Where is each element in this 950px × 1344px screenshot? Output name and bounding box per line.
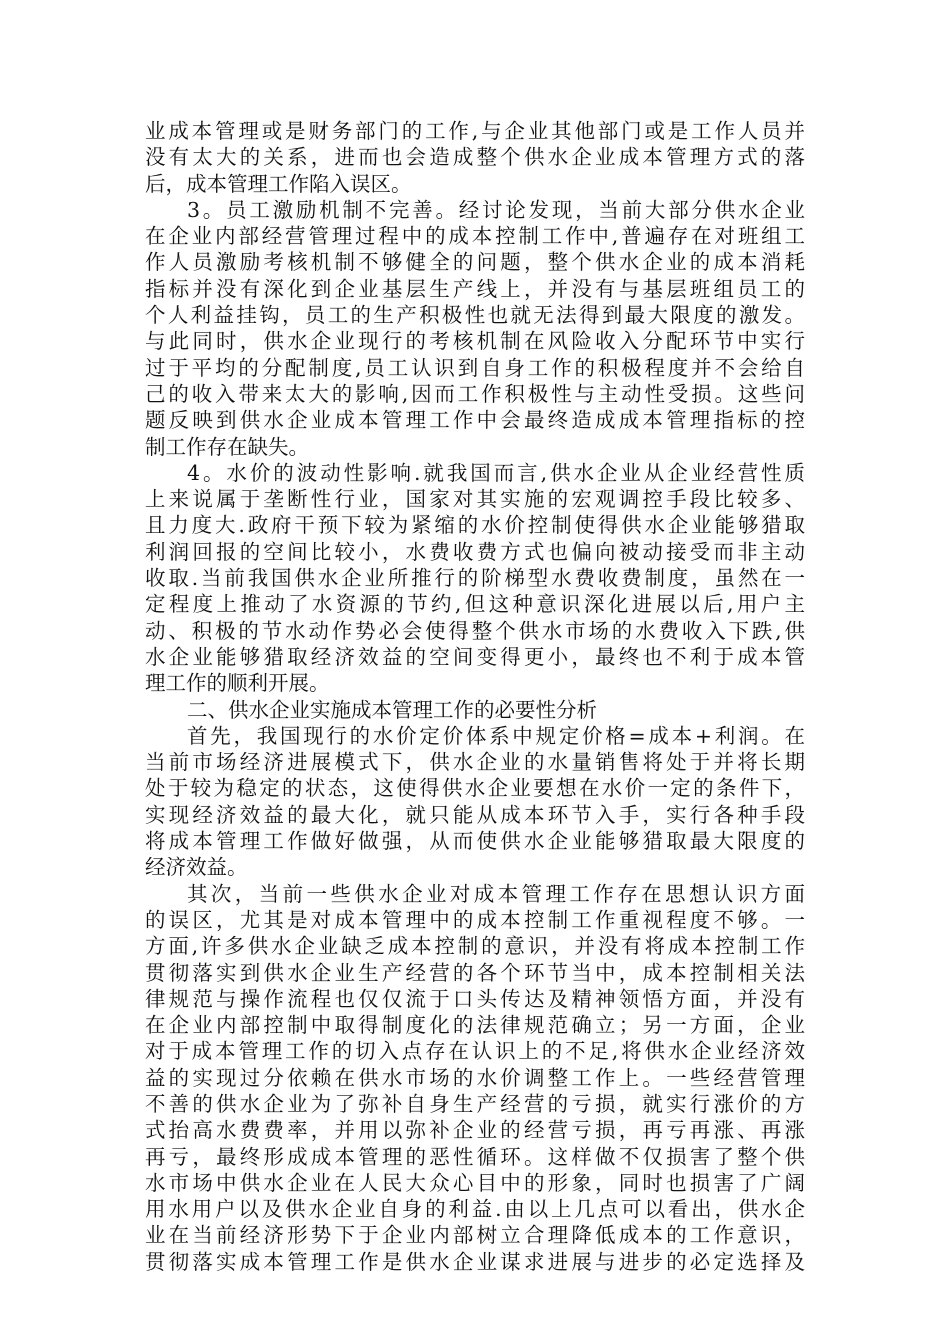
text-line: 过于平均的分配制度,员工认识到自身工作的积极程度并不会给自 (145, 355, 805, 380)
text-line: 贯彻落实到供水企业生产经营的各个环节当中，成本控制相关法 (145, 960, 805, 985)
text-line: 水市场中供水企业在人民大众心目中的形象，同时也损害了广阔 (145, 1170, 805, 1195)
text-line: 3。员工激励机制不完善。经讨论发现，当前大部分供水企业 (187, 197, 805, 222)
text-line: 首先，我国现行的水价定价体系中规定价格=成本+利润。在 (187, 723, 805, 748)
document-body-text (145, 118, 805, 1275)
text-line: 个人利益挂钩，员工的生产积极性也就无法得到最大限度的激发。 (145, 303, 805, 328)
text-line: 经济效益。 (145, 855, 248, 880)
text-line: 处于较为稳定的状态，这使得供水企业要想在水价一定的条件下， (145, 776, 805, 801)
text-line: 方面,许多供水企业缺乏成本控制的意识，并没有将成本控制工作 (145, 934, 805, 959)
text-line: 题反映到供水企业成本管理工作中会最终造成成本管理指标的控 (145, 408, 805, 433)
text-line: 理工作的顺利开展。 (145, 671, 330, 696)
text-line: 其次，当前一些供水企业对成本管理工作存在思想认识方面 (187, 881, 805, 906)
text-line: 当前市场经济进展模式下，供水企业的水量销售将处于并将长期 (145, 750, 805, 775)
text-line: 制工作存在缺失。 (145, 434, 309, 459)
text-line: 式抬高水费费率，并用以弥补企业的经营亏损，再亏再涨、再涨 (145, 1118, 805, 1143)
text-line: 作人员激励考核机制不够健全的问题，整个供水企业的成本消耗 (145, 250, 805, 275)
text-line: 再亏，最终形成成本管理的恶性循环。这样做不仅损害了整个供 (145, 1144, 805, 1169)
text-line: 不善的供水企业为了弥补自身生产经营的亏损，就实行涨价的方 (145, 1091, 805, 1116)
text-line: 己的收入带来太大的影响,因而工作积极性与主动性受损。这些问 (145, 381, 805, 406)
text-line: 对于成本管理工作的切入点存在认识上的不足,将供水企业经济效 (145, 1039, 805, 1064)
text-line: 业成本管理或是财务部门的工作,与企业其他部门或是工作人员并 (145, 119, 805, 143)
text-line: 在企业内部经营管理过程中的成本控制工作中,普遍存在对班组工 (145, 224, 805, 249)
text-line: 没有太大的关系，进而也会造成整个供水企业成本管理方式的落 (145, 145, 805, 170)
text-line: 业在当前经济形势下于企业内部树立合理降低成本的工作意识， (145, 1223, 805, 1248)
text-line: 益的实现过分依赖在供水市场的水价调整工作上。一些经营管理 (145, 1065, 805, 1090)
text-line: 后，成本管理工作陷入误区。 (145, 171, 412, 196)
text-line: 贯彻落实成本管理工作是供水企业谋求进展与进步的必定选择及 (145, 1249, 805, 1274)
text-line: 动、积极的节水动作势必会使得整个供水市场的水费收入下跌,供 (145, 618, 805, 643)
text-line: 实现经济效益的最大化，就只能从成本环节入手，实行各种手段 (145, 802, 805, 827)
text-line: 二、供水企业实施成本管理工作的必要性分析 (187, 697, 597, 722)
text-line: 收取.当前我国供水企业所推行的阶梯型水费收费制度，虽然在一 (145, 566, 805, 591)
text-line: 上来说属于垄断性行业，国家对其实施的宏观调控手段比较多、 (145, 487, 805, 512)
text-line: 定程度上推动了水资源的节约,但这种意识深化进展以后,用户主 (145, 592, 805, 617)
text-line: 指标并没有深化到企业基层生产线上，并没有与基层班组员工的 (145, 276, 805, 301)
text-line: 利润回报的空间比较小，水费收费方式也偏向被动接受而非主动 (145, 539, 805, 564)
text-line: 用水用户以及供水企业自身的利益.由以上几点可以看出，供水企 (145, 1197, 805, 1222)
text-line: 律规范与操作流程也仅仅流于口头传达及精神领悟方面，并没有 (145, 986, 805, 1011)
text-line: 且力度大.政府干预下较为紧缩的水价控制使得供水企业能够猎取 (145, 513, 805, 538)
text-line: 4。水价的波动性影响.就我国而言,供水企业从企业经营性质 (187, 460, 805, 485)
text-line: 将成本管理工作做好做强，从而使供水企业能够猎取最大限度的 (145, 829, 805, 854)
text-line: 与此同时，供水企业现行的考核机制在风险收入分配环节中实行 (145, 329, 805, 354)
text-line: 水企业能够猎取经济效益的空间变得更小，最终也不利于成本管 (145, 644, 805, 669)
text-line: 在企业内部控制中取得制度化的法律规范确立；另一方面，企业 (145, 1013, 805, 1038)
text-line: 的误区，尤其是对成本管理中的成本控制工作重视程度不够。一 (145, 907, 805, 932)
